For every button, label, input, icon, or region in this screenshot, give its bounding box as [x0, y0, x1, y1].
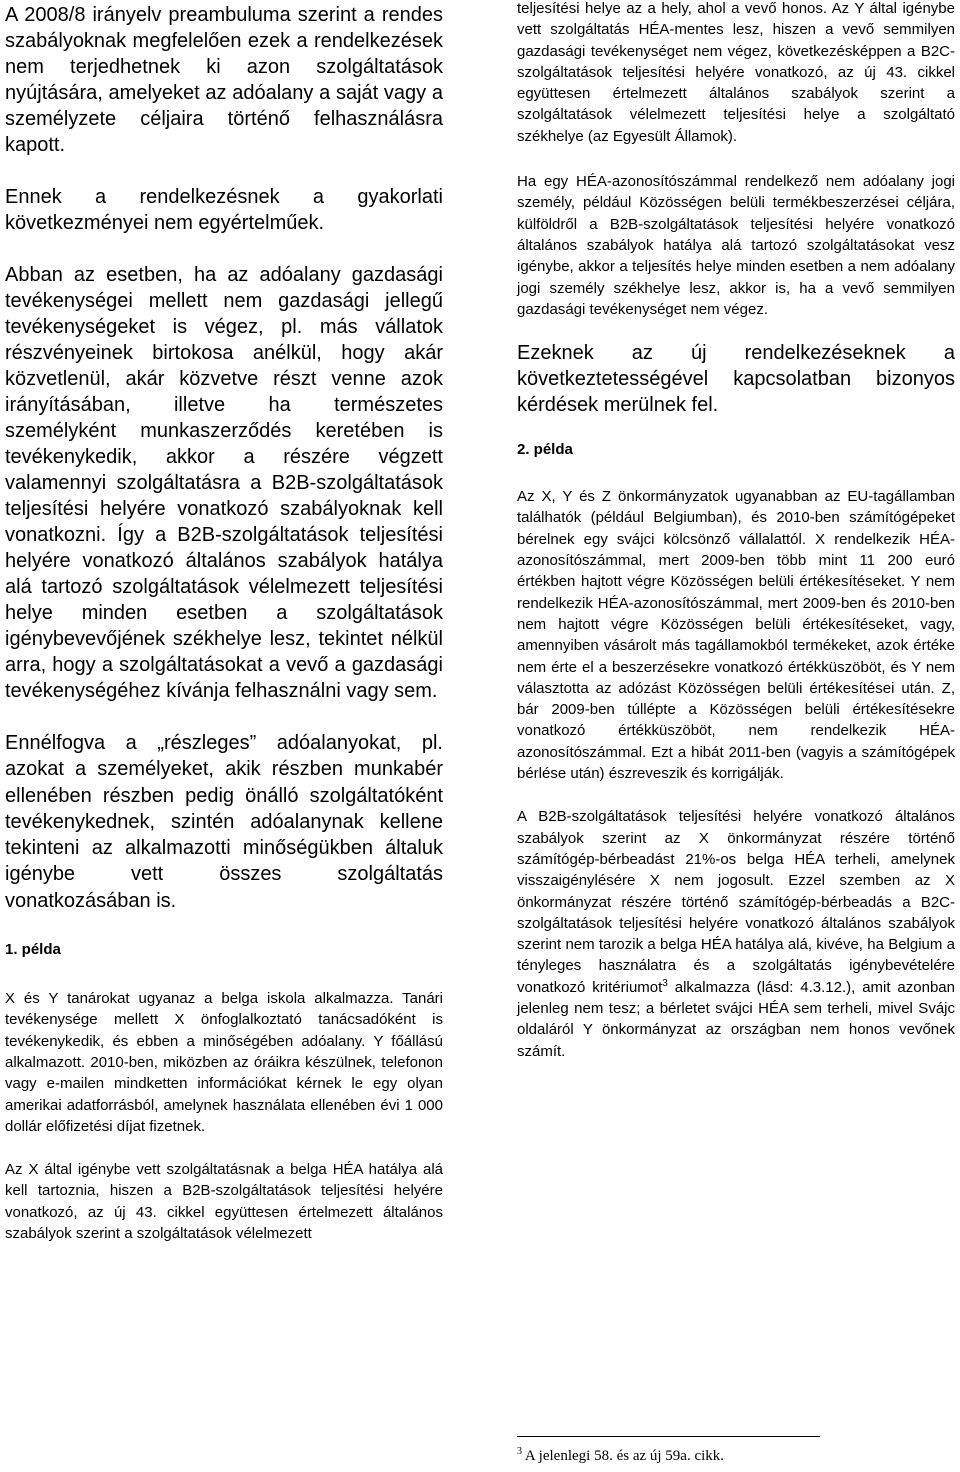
footnote-separator	[517, 1436, 820, 1437]
paragraph: teljesítési helye az a hely, ahol a vevő honos. Az Y által igénybe vett szolgáltatás HÉA-mentes lesz, hiszen a vevő semmilyen gazdasági tevékenységet nem végez, következésképpen a B2C-szolgáltatások teljesítési helyére vonatkozó, az új 43. cikkel együttesen értelmezett általános szabályok szerint a szolgáltatások vélelmezett teljesítési helye a szolgáltató székhelye (az Egyesült Államok).	[517, 0, 955, 145]
right-column	[517, 0, 955, 1062]
paragraph: Ennek a rendelkezésnek a gyakorlati következményei nem egyértelműek.	[5, 186, 443, 234]
text-run: alkalmazza (lásd: 4.3.12.), amit azonban jelenleg nem tesz; a bérletet svájci HÉA sem terheli, mivel Svájc oldaláról Y önkormányzat az országban nem honos vevőnek számít.	[517, 978, 955, 1060]
paragraph: Ha egy HÉA-azonosítószámmal rendelkező nem adóalany jogi személy, például Közösségen belüli termékbeszerzései céljára, külföldről a B2B-szolgáltatások teljesítési helyére vonatkozó általános szabályok hatálya alá tartozó szolgáltatásokat vesz igénybe, akkor a teljesítés helye minden esetben a nem adóalany jogi személy székhelye lesz, akkor is, ha a vevő semmilyen gazdasági tevékenységet nem végez.	[517, 173, 955, 318]
paragraph: Ezeknek az új rendelkezéseknek a következtetességével kapcsolatban bizonyos kérdések merülnek fel.	[517, 342, 955, 417]
paragraph: Az X, Y és Z önkormányzatok ugyanabban az EU-tagállamban találhatók (például Belgiumban), és 2010-ben számítógépeket bérelnek egy svájci kölcsönző vállalattól. X rendelkezik HÉA-azonosítószámmal, mert 2009-ben több mint 11 200 euró értékben hajtott végre Közösségen belüli értékesítéseket. Y nem rendelkezik HÉA-azonosítószámmal, mert 2009-ben és 2010-ben nem hajtott végre Közösségen belüli értékesítéseket, vagy, amennyiben vásárolt más tagállamokból termékeket, azok értéke nem érte el a beszerzésekre vonatkozó értékküszöböt, és Y nem választotta az adózást Közösségen belüli értékesítései után. Z, bár 2009-ben túllépte a Közösségen belüli értékesítésekre vonatkozó értékküszöböt, nem rendelkezik HÉA-azonosítószámmal. Ezt a hibát 2011-ben (vagyis a számítógépek bérlése után) észreveszik és korrigálják.	[517, 488, 955, 783]
paragraph	[517, 806, 955, 1062]
paragraph: Abban az esetben, ha az adóalany gazdasági tevékenységei mellett nem gazdasági jellegű tevékenységeket is végez, pl. más vállatok részvényeinek birtokosa anélkül, hogy akár közvetlenül, akár közvetve részt venne azok irányításában, illetve ha természetes személyként munkaszerződés keretében is tevékenykedik, akkor a részére végzett valamennyi szolgáltatásra a B2B-szolgáltatások teljesítési helyére vonatkozó szabályoknak kell vonatkozni. Így a B2B-szolgáltatások teljesítési helyére vonatkozó általános szabályok hatálya alá tartozó szolgáltatások vélelmezett teljesítési helye minden esetben a szolgáltatások igénybevevőjének székhelye lesz, tekintet nélkül arra, hogy a szolgáltatásokat a vevő a gazdasági tevékenységéhez kívánja felhasználni vagy sem.	[5, 264, 443, 702]
example-heading: 2. példa	[517, 441, 573, 459]
example-heading: 1. példa	[5, 941, 61, 959]
footnote-text: A jelenlegi 58. és az új 59a. cikk.	[522, 1448, 725, 1464]
footnote	[517, 1446, 724, 1466]
paragraph: Az X által igénybe vett szolgáltatásnak a belga HÉA hatálya alá kell tartoznia, hiszen a B2B-szolgáltatások teljesítési helyére vonatkozó, az új 43. cikkel együttesen értelmezett általános szabályok szerint a szolgáltatások vélelmezett	[5, 1161, 443, 1243]
footnote-marker: 3	[517, 1446, 522, 1457]
paragraph: X és Y tanárokat ugyanaz a belga iskola alkalmazza. Tanári tevékenysége mellett X önfoglalkoztató tanácsadóként is tevékenykedik, és ebben a minőségében adóalany. Y főállású alkalmazott. 2010-ben, miközben az óráikra készülnek, telefonon vagy e-mailen mindketten információkat kérnek le egy olyan amerikai adatforrásból, amelynek használata ellenében évi 1 000 dollár előfizetési díjat fizetnek.	[5, 990, 443, 1135]
paragraph: A 2008/8 irányelv preambuluma szerint a rendes szabályoknak megfelelően ezek a rendelkezések nem terjedhetnek ki azon szolgáltatások nyújtására, amelyeket az adóalany a saját vagy a személyzete céljaira történő felhasználásra kapott.	[5, 4, 443, 156]
footnote-reference[interactable]: 3	[662, 977, 668, 989]
left-column	[5, 0, 443, 1244]
text-run: A B2B-szolgáltatások teljesítési helyére vonatkozó általános szabályok szerint az X önkormányzat részére történő számítógép-bérbeadást 21%-os belga HÉA terheli, amelynek visszaigénylésére X nem jogosult. Ezzel szemben az X önkormányzat részére történő számítógép-bérbeadás a B2C-szolgáltatások teljesítési helyére vonatkozó általános szabályok szerint nem tarozik a belga HÉA hatálya alá, kivéve, ha Belgium a tényleges használatra és a szolgáltatás igénybevételére vonatkozó kritériumot	[517, 808, 955, 996]
paragraph: Ennélfogva a „részleges” adóalanyokat, pl. azokat a személyeket, akik részben munkabér ellenében részben pedig önálló szolgáltatóként tevékenykednek, szintén adóalanynak kellene tekinteni az alkalmazotti minőségükben általuk igénybe vett összes szolgáltatás vonatkozásában is.	[5, 732, 443, 912]
